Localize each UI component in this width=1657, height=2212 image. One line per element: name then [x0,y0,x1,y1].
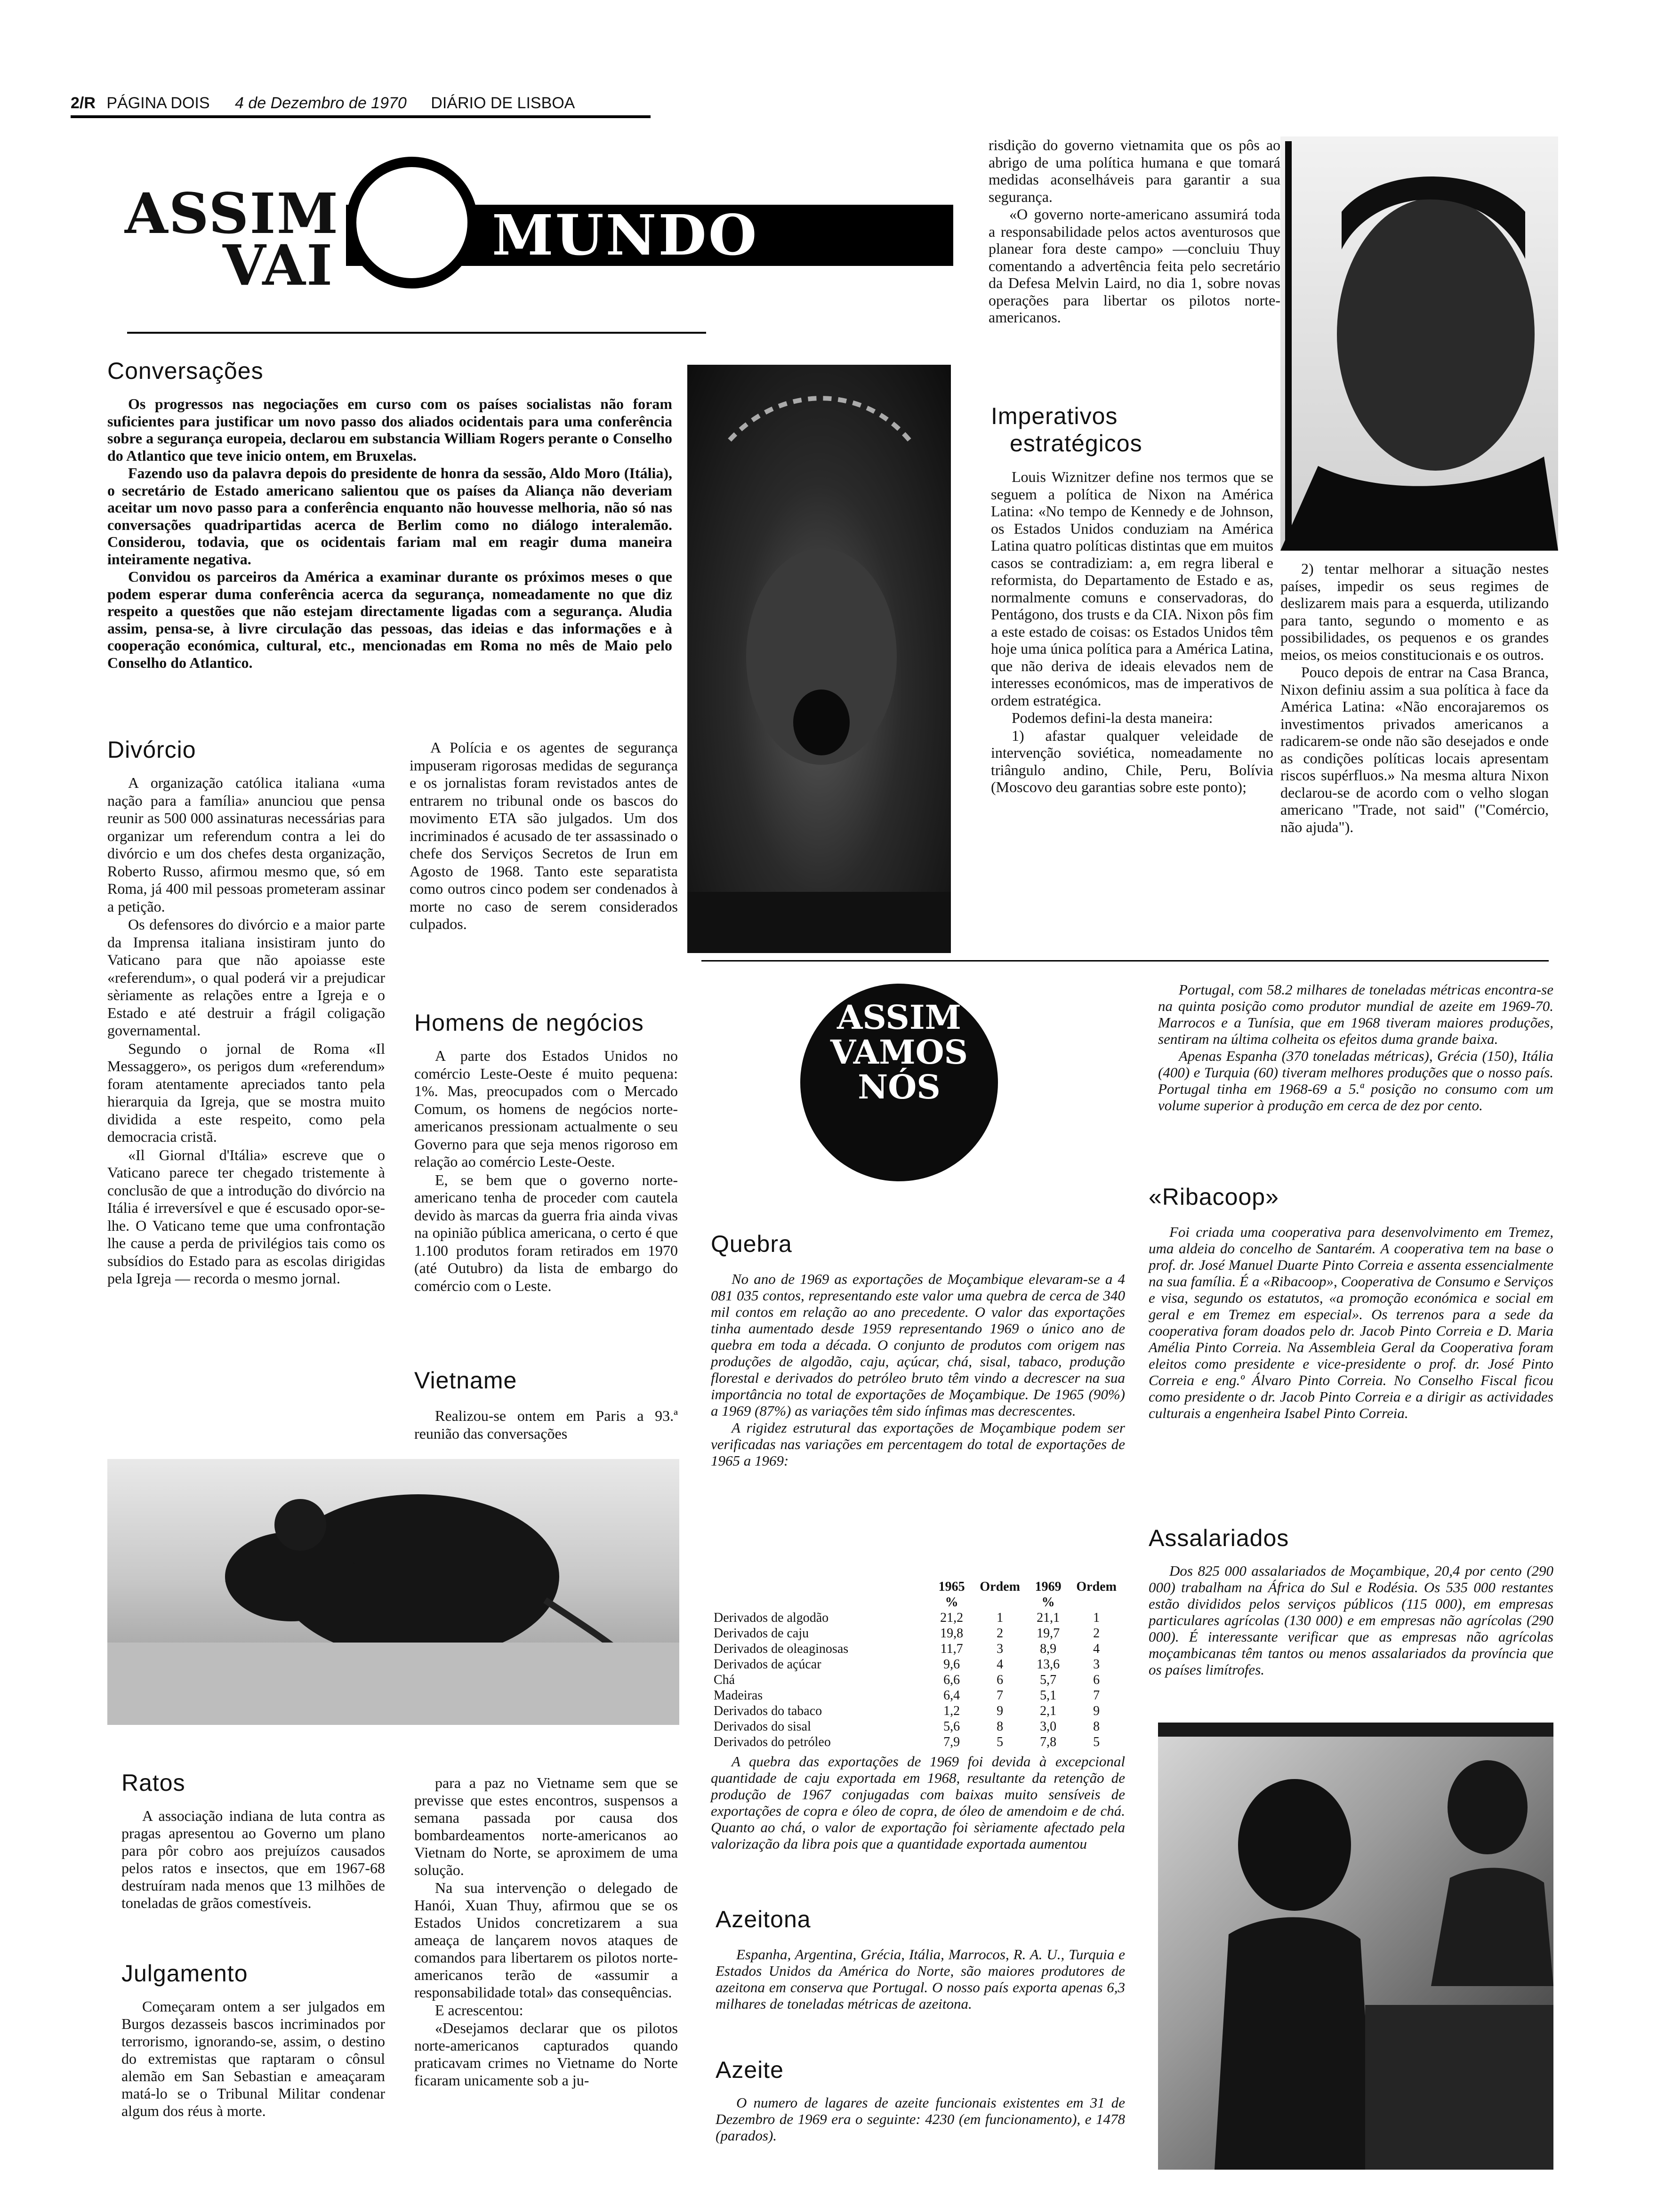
logo-line: ASSIM [837,998,962,1037]
table-cell: 21,1 [1037,1611,1060,1625]
table-cell: 6,6 [943,1673,960,1687]
heading-vietname: Vietname [414,1367,517,1394]
paragraph: No ano de 1969 as exportações de Moçambique elevaram-se a 4 081 035 contos, representando este valor uma quebra de cerca de 340 mil contos em relação ao ano precedente. O valor das exportações tinha aumentado desde 1959 representando 1969 o único ano de quebra em toda a década. O conjunto de produtos com origem nas produções de algodão, caju, açúcar, chá, sisal, tabaco, produção florestal e derivados do petróleo bruto têm vindo a decrescer na sua importância no total de exportações de Moçambique. De 1965 (90%) a 1969 (87%) as variações têm sido ínfimas mas decrescentes. [711,1271,1125,1419]
table-unit [711,1595,932,1610]
article-divorcio [107,774,385,1288]
photo-workers [1158,1723,1553,2170]
logo-word-assim: ASSIM [125,181,339,246]
paragraph: A Polícia e os agentes de segurança impuseram rigorosas medidas de segurança e os jornalistas foram revistados antes de entrarem no tribunal onde os bascos do movimento ETA são julgados. Um dos incriminados é acusado de ter assassinado o chefe dos Serviços Secretos de Irun em Agosto de 1968. Tanto este separatista como outros cinco podem ser condenados à morte no caso de serem considerados culpados. [410,739,678,932]
paragraph: A rigidez estrutural das exportações de Moçambique podem ser verificadas nas variações em percentagem do total de exportações de 1965 a 1969: [711,1419,1125,1469]
paragraph: Louis Wiznitzer define nos termos que se seguem a política de Nixon na América Latina: «No tempo de Kennedy e de Johnson, os Estados Unidos conduziam na América Latina quatro políticas distintas que em muitos casos se contradiziam: a, em regra liberal e reformista, do Departamento de Estado e as, normalmente comuns e conservadoras, do Pentágono, dos trusts e da CIA. Nixon pôs fim a este estado de coisas: os Estados Unidos têm hoje uma única política para a América Latina, que não deriva de ideais elevados nem de interesses económicos, mas de imperativos de ordem estratégica. [991,468,1273,709]
paragraph: Fazendo uso da palavra depois do presidente de honra da sessão, Aldo Moro (Itália), o secretário de Estado americano salientou que os países da Aliança não deveriam aceitar um novo passo para a conferência enquanto não houvesse melhoria, não só nas conversações quadripartidas acerca de Berlim como no diálogo interalemão. Considerou, todavia, que os ocidentais fariam mal em reagir duma maneira inteiramente negativa. [107,465,672,568]
table-cell: 5 [1093,1735,1100,1749]
paragraph: 2) tentar melhorar a situação nestes países, impedir os seus regimes de deslizarem mais para a esquerda, utilizando para tanto, segundo o momento e as possibilidades, os pequenos e os grandes meios, os meios constitucionais e os outros. [1280,560,1549,663]
article-vietname-top [989,136,1280,327]
logo-circle [346,157,478,289]
paragraph: Na sua intervenção o delegado de Hanói, Xuan Thuy, afirmou que se os Estados Unidos concretizarem a sua ameaça de lançarem novos ataques de comandos para libertarem os pilotos norte-americanos terão de «assumir a responsabilidade total» das consequências. [414,1879,678,2001]
table-row [711,1641,1125,1657]
table-cell: 2 [1093,1626,1100,1641]
paragraph: Pouco depois de entrar na Casa Branca, Nixon definiu assim a sua política à face da América Latina: «Não encorajaremos os investimentos privados americanos a radicarem-se onde não são desejados e onde as condições políticas locais apresentam riscos supérfluos.» Na mesma altura Nixon declarou-se de acordo com o velho slogan americano "Trade, not said" ("Comércio, não ajuda"). [1280,664,1549,835]
paragraph: «Desejamos declarar que os pilotos norte-americanos capturados quando praticavam crimes no Vietname do Norte ficaram unicamente sob a ju- [414,2020,678,2089]
paragraph: Espanha, Argentina, Grécia, Itália, Marrocos, R. A. U., Turquia e Estados Unidos da América do Norte, são maiores produtores de azeitona em conserva que Portugal. O nosso país exporta apenas 6,3 milhares de toneladas métricas de azeitona. [716,1946,1125,2012]
paragraph: Dos 825 000 assalariados de Moçambique, 20,4 por cento (290 000) trabalham na África do Sul e Rodésia. Os 535 000 restantes estão divididos pelos serviços públicos (115 000), em empresas particulares agrícolas (130 000) e em empresas não agrícolas (290 000). É interessante verificar que as empresas não agrícolas moçambicanas têm tantos ou menos assalariados da província que os países limítrofes. [1149,1563,1553,1678]
paragraph: Convidou os parceiros da América a examinar durante os próximos meses o que podem esperar duma conferência acerca da segurança, nomeadamente no que diz respeito a questões que não estejam directamente ligadas com a segurança. Aludia assim, pensa-se, à livre circulação das pessoas, das ideias e das informações e à cooperação económica, cultural, etc., mencionadas em Roma no mês de Maio pelo Conselho do Atlantico. [107,568,672,671]
article-ribacoop [1149,1224,1553,1422]
table-cell: 7 [997,1688,1004,1703]
table-row [711,1719,1125,1734]
table-row [711,1703,1125,1719]
table-cell: 7,8 [1040,1735,1057,1749]
heading-assalariados: Assalariados [1149,1525,1289,1551]
table-cell-label: Derivados de açúcar [714,1657,821,1672]
masthead-prefix: 2/R [71,94,96,112]
table-cell: 5,1 [1040,1688,1057,1703]
table-cell: 9 [997,1704,1004,1718]
paragraph: A organização católica italiana «uma nação para a família» anunciou que pensa reunir as 500 000 assinaturas necessárias para organizar um referendum contra a lei do divórcio e um dos chefes desta organização, Roberto Russo, afirmou mesmo que, só em Roma, já 400 mil pessoas prometeram assinar a petição. [107,774,385,915]
article-azeitona [716,1946,1125,2012]
article-azeite [716,2094,1125,2144]
heading-quebra: Quebra [711,1231,792,1257]
article-homens-de-negocios [414,1047,678,1295]
paragraph: A associação indiana de luta contra as pragas apresentou ao Governo um plano para pôr cobro aos prejuízos causados pelos ratos e insectos, que em 1967-68 destruíram nada menos que 13 milhões de toneladas de grãos comestíveis. [121,1807,385,1911]
paragraph: «O governo norte-americano assumirá toda a responsabilidade pelos actos aventurosos que planear fora deste campo» —concluiu Thuy comentando a advertência feita pelo secretário da Defesa Melvin Laird, no dia 1, sobre novas operações para libertar os pilotos norte-americanos. [989,206,1280,326]
heading-julgamento: Julgamento [121,1960,248,1987]
rat-illustration [107,1459,679,1725]
table-cell: 7,9 [943,1735,960,1749]
heading-divorcio: Divórcio [107,737,196,763]
photo-rat [107,1459,679,1725]
paragraph: Os defensores do divórcio e a maior parte da Imprensa italiana insistiram junto do Vaticano para que não apoiasse este «referendum», o qual poderá vir a prejudicar sèriamente as relações entre a Igreja e o Estado e até destruir a frágil coligação governamental. [107,916,385,1039]
table-cell: 5 [997,1735,1004,1749]
table-cell: 8 [997,1719,1004,1734]
table-row [711,1626,1125,1641]
paragraph: Portugal, com 58.2 milhares de toneladas métricas encontra-se na quinta posição como produtor mundial de azeite em 1969-70. Marrocos e a Tunísia, que em 1968 tiveram maiores produções, sentiram na última colheita os efeitos duma grande baixa. [1158,981,1553,1047]
article-quebra-conclusion [711,1753,1125,1852]
paragraph: E, se bem que o governo norte-americano tenha de proceder com cautela devido às marcas da guerra fria ainda vivas na opinião pública americana, o certo é que 1.100 produtos foram retirados em 1970 (até Outubro) da lista de embargo do comércio com o Leste. [414,1171,678,1294]
logo-line: NÓS [858,1067,941,1106]
paragraph: O numero de lagares de azeite funcionais existentes em 31 de Dezembro de 1969 era o seguinte: 4230 (em funcionamento), e 1478 (parados). [716,2094,1125,2144]
table-cell: 7 [1093,1688,1100,1703]
table-cell-label: Madeiras [714,1688,763,1703]
table-row [711,1688,1125,1703]
logo-word-mundo: MUNDO [492,202,759,268]
section-rule-nos [701,960,1549,962]
table-header-label [711,1579,932,1595]
table-cell: 5,6 [943,1719,960,1734]
table-unit: % [1041,1595,1055,1610]
paragraph: E acrescentou: [435,2002,523,2019]
article-nixon-continued [1280,560,1549,836]
paragraph: «Il Giornal d'Itália» escreve que o Vaticano parece ter chegado tristemente à conclusão de que a introdução do divórcio na Itália é irreversível e que é escusado opor-se-lhe. O Vaticano teme que uma confrontação lhe cause a perda de privilégios tais como os subsídios do Estado para as escolas dirigidas pela Igreja — recorda o mesmo jornal. [107,1146,385,1287]
table-header: Ordem [1076,1579,1117,1594]
heading-line: estratégicos [1010,430,1142,457]
table-cell-label: Derivados de caju [714,1626,809,1641]
article-portugal-azeite [1158,981,1553,1114]
table-cell: 5,7 [1040,1673,1057,1687]
table-cell: 6,4 [943,1688,960,1703]
table-row [711,1657,1125,1672]
masthead-page: PÁGINA DOIS [106,94,210,112]
table-unit-row [711,1595,1125,1610]
table-header: Ordem [980,1579,1020,1594]
table-cell-label: Chá [714,1673,735,1687]
paragraph: 1) afastar qualquer veleidade de intervenção soviética, nomeadamente no triângulo andino, Chile, Peru, Bolívia (Moscovo deu garantias sobre este ponto); [991,727,1273,795]
paragraph: A quebra das exportações de 1969 foi devida à excepcional quantidade de caju exportada em 1968, resultante da retenção de produção de 1967 conjugadas com baixas muito sensíveis de exportações de copra e óleo de copra, de óleo de amendoim e de chá. Quanto ao chá, o valor de exportação foi sèriamente afectado pela valorização da libra pois que a quantidade exportada aumentou [711,1753,1125,1852]
nixon-illustration [1280,136,1558,551]
heading-azeitona: Azeitona [716,1906,811,1932]
photo-protester [687,365,951,953]
table-cell: 1 [997,1611,1004,1625]
table-header-row [711,1579,1125,1595]
table-cell: 3 [997,1642,1004,1656]
paragraph: A parte dos Estados Unidos no comércio Leste-Oeste é muito pequena: 1%. Mas, preocupados com o Mercado Comum, os homens de negócios norte-americanos pressionam actualmente o seu Governo para que seja menos rigoroso em relação ao comércio Leste-Oeste. [414,1047,678,1170]
paragraph: risdição do governo vietnamita que os pôs ao abrigo de uma política humana e que tomará medidas aconselháveis para garantir a sua segurança. [989,136,1280,205]
logo-line: VAMOS [830,1033,968,1072]
paragraph: Começaram ontem a ser julgados em Burgos dezasseis bascos incriminados por terrorismo, ignorando-se, assim, o destino do extremistas que raptaram o cônsul alemão em San Sebastian e ameaçaram matá-lo se o Tribunal Militar condenar algum dos réus à morte. [121,1998,385,2119]
table-cell: 8 [1093,1719,1100,1734]
article-policia [410,739,678,934]
heading-homens-de-negocios: Homens de negócios [414,1010,644,1036]
paragraph: Segundo o jornal de Roma «Il Messaggero», os perigos dum «referendum» foram atentamente apreciados tanto pela hierarquia da Igreja, que se mostra muito dividida a este respeito, como pela democracia cristã. [107,1040,385,1145]
table-unit [1068,1595,1125,1610]
article-vietname-continued [414,1774,678,2090]
logo-assim-vamos-nos [800,984,998,1181]
table-unit: % [945,1595,958,1610]
table-cell: 19,7 [1037,1626,1060,1641]
workers-illustration [1158,1723,1553,2170]
heading-imperativos [991,402,1142,457]
table-cell: 6 [997,1673,1004,1687]
table-cell: 1,2 [943,1704,960,1718]
table-cell: 8,9 [1040,1642,1057,1656]
table-cell: 2 [997,1626,1004,1641]
article-ratos [121,1807,385,1912]
table-header: 1965 [938,1579,965,1594]
photo-nixon [1280,136,1558,551]
table-cell: 4 [1093,1642,1100,1656]
article-imperativos [991,468,1273,796]
logo-assim-vai-o-mundo [120,153,812,299]
table-cell-label: Derivados do sisal [714,1719,811,1734]
table-row [711,1734,1125,1750]
article-assalariados [1149,1563,1553,1678]
heading-ratos: Ratos [121,1770,185,1796]
table-cell-label: Derivados do tabaco [714,1704,822,1718]
table-cell: 3,0 [1040,1719,1057,1734]
heading-ribacoop: «Ribacoop» [1149,1184,1279,1210]
paragraph: Os progressos nas negociações em curso com os países socialistas não foram suficientes para justificar um novo passo dos aliados ocidentais para uma conferência sobre a segurança europeia, declarou em substancia William Rogers perante o Conselho do Atlantico que teve inicio ontem, em Bruxelas. [107,395,672,464]
masthead-rule [71,115,651,118]
paragraph: Realizou-se ontem em Paris a 93.ª reunião das conversações [414,1407,678,1442]
article-vietname [414,1407,678,1443]
heading-line: Imperativos [991,403,1118,429]
table-cell: 2,1 [1040,1704,1057,1718]
article-quebra [711,1271,1125,1469]
paragraph: Podemos defini-la desta maneira: [1012,709,1213,726]
table-cell-label: Derivados de oleaginosas [714,1642,849,1656]
heading-conversacoes: Conversações [107,358,264,384]
table-cell: 9,6 [943,1657,960,1672]
masthead-newspaper: DIÁRIO DE LISBOA [431,94,575,112]
table-cell: 9 [1093,1704,1100,1718]
table-cell: 13,6 [1037,1657,1060,1672]
table-cell-label: Derivados de algodão [714,1611,829,1625]
paragraph: para a paz no Vietname sem que se previsse que estes encontros, suspensos a semana passada por causa dos bombardeamentos norte-americanos ao Vietnam do Norte, se aproximem de uma solução. [414,1774,678,1878]
table-cell-label: Derivados do petróleo [714,1735,831,1749]
table-unit [971,1595,1029,1610]
protester-illustration [687,365,951,953]
article-conversacoes [107,395,672,672]
table-cell: 19,8 [940,1626,964,1641]
table-header: 1969 [1035,1579,1062,1594]
logo-word-vai: VAI [223,232,334,298]
paragraph: Apenas Espanha (370 toneladas métricas), Grécia (150), Itália (400) e Turquia (60) tiveram melhores produções que o nosso país. Portugal tinha em 1968-69 a 5.ª posição no consumo com um volume superior à produção em cerca de dez por cento. [1158,1048,1553,1114]
table-exportacoes [711,1579,1125,1750]
table-cell: 11,7 [940,1642,963,1656]
table-cell: 1 [1093,1611,1100,1625]
heading-azeite: Azeite [716,2057,784,2083]
article-julgamento [121,1998,385,2120]
masthead-date: 4 de Dezembro de 1970 [235,94,407,112]
table-cell: 3 [1093,1657,1100,1672]
table-row [711,1672,1125,1688]
table-cell: 21,2 [940,1611,964,1625]
paragraph: Foi criada uma cooperativa para desenvolvimento em Tremez, uma aldeia do concelho de Santarém. A cooperativa tem na base o prof. dr. José Manuel Duarte Pinto Correia e assenta essencialmente na sua família. É a «Ribacoop», Cooperativa de Consumo e Serviços e visa, segundo os estatutos, «a promoção económica e social em geral e em Tremez em especial». Os terrenos para a sede da cooperativa foram doados pelo dr. Jacob Pinto Correia e D. Maria Amélia Pinto Correia. Na Assembleia Geral da Cooperativa foram eleitos como presidente e vice-presidente o prof. dr. José Pinto Correia e eng.º Álvaro Pinto Correia. No Conselho Fiscal ficou como presidente o dr. Jacob Pinto Correia e a dirigir as actividades culturais a engenheira Isabel Pinto Correia. [1149,1224,1553,1421]
table-row [711,1610,1125,1626]
section-rule-top [127,332,706,334]
masthead [71,94,650,118]
table-cell: 4 [997,1657,1004,1672]
table-cell: 6 [1093,1673,1100,1687]
